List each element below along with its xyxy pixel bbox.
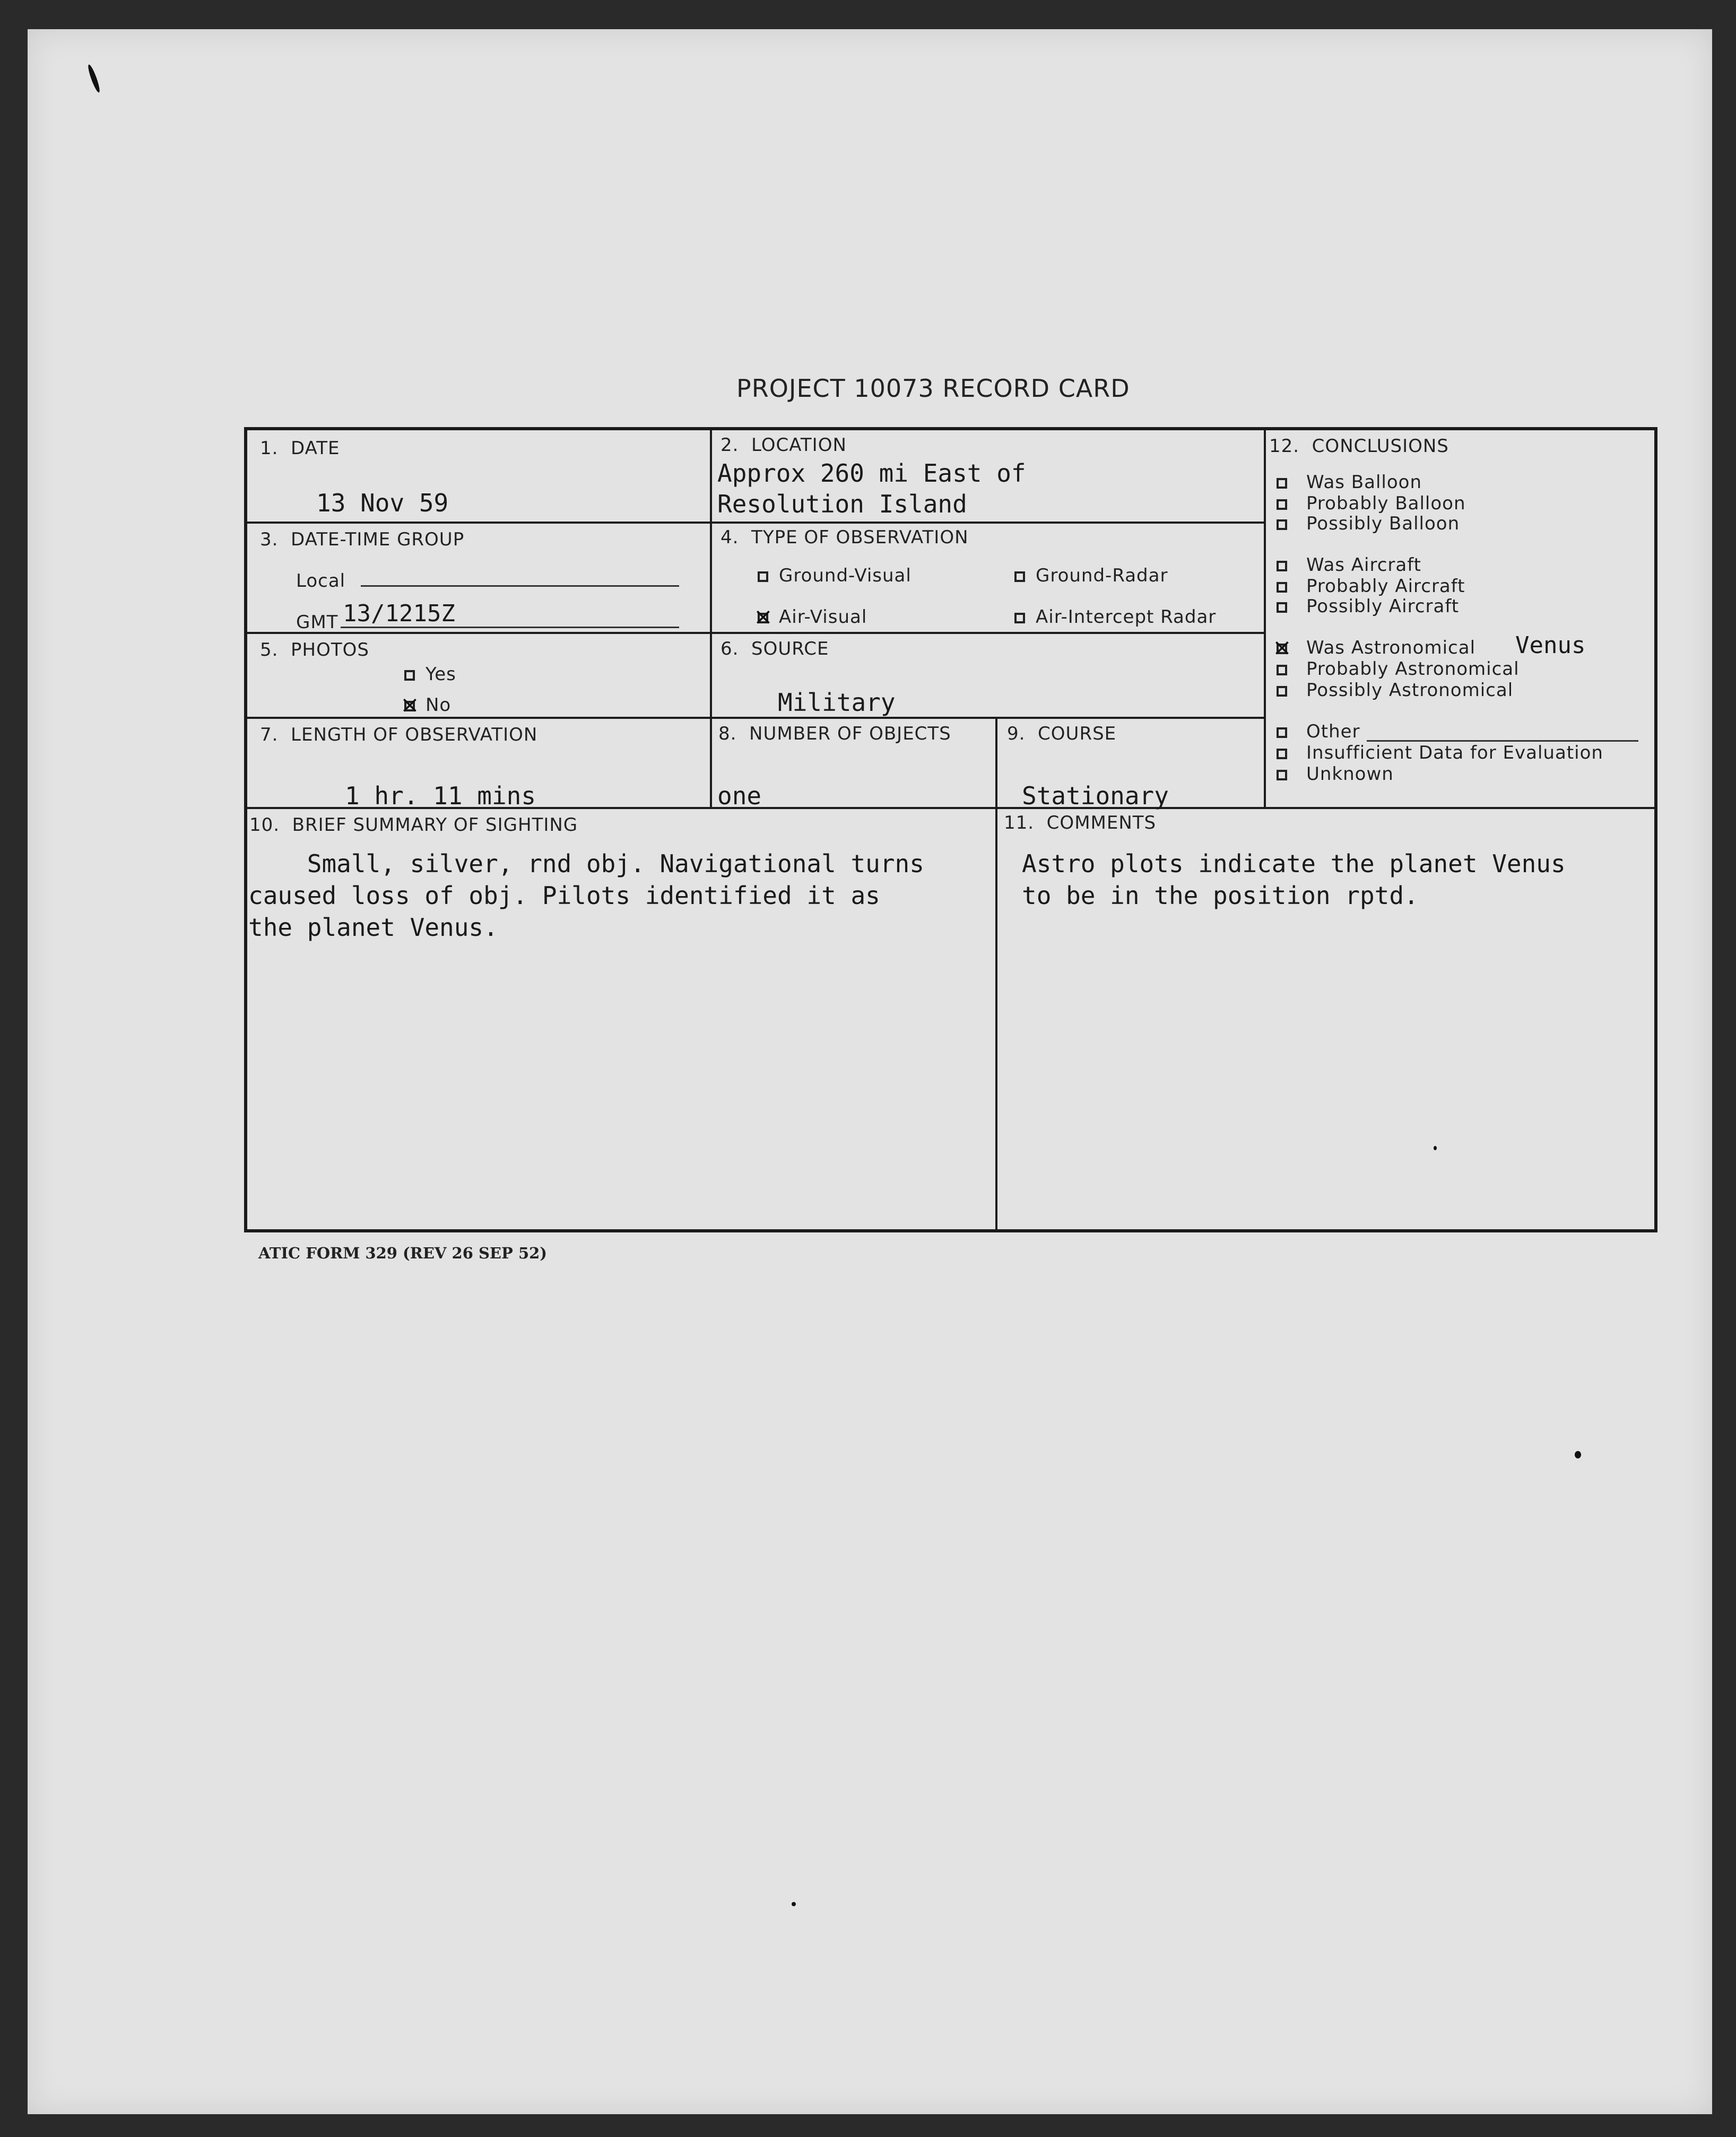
air-intercept-radar-checkbox	[1014, 613, 1025, 623]
record-card	[244, 427, 1657, 1232]
scan-speck	[1434, 1146, 1437, 1150]
form-footer: ATIC FORM 329 (REV 26 SEP 52)	[258, 1244, 548, 1262]
photos-yes-label: Yes	[426, 664, 456, 685]
ground-radar-checkbox	[1014, 571, 1025, 582]
scan-speck	[1575, 1451, 1581, 1458]
record-card-page	[28, 29, 1712, 2114]
location-label: 2. LOCATION	[721, 435, 847, 456]
air-visual-checkbox	[758, 613, 768, 623]
divider	[247, 522, 710, 524]
summary-line-1: Small, silver, rnd obj. Navigational turns	[248, 849, 924, 878]
air-intercept-radar-label: Air-Intercept Radar	[1036, 606, 1217, 628]
photos-yes-checkbox	[404, 670, 415, 681]
date-label: 1. DATE	[260, 438, 340, 459]
was-balloon-checkbox	[1277, 478, 1287, 489]
length-value: 1 hr. 11 mins	[345, 781, 536, 810]
other-underline	[1367, 740, 1638, 742]
source-label: 6. SOURCE	[721, 638, 829, 659]
date-time-group-label: 3. DATE-TIME GROUP	[260, 529, 465, 550]
comments-line-2: to be in the position rptd.	[1022, 881, 1419, 910]
num-objects-label: 8. NUMBER OF OBJECTS	[718, 723, 951, 744]
was-balloon-label: Was Balloon	[1306, 472, 1422, 493]
source-value: Military	[778, 688, 896, 717]
comments-label: 11. COMMENTS	[1004, 812, 1157, 833]
divider	[1264, 430, 1266, 807]
scan-mark	[86, 64, 102, 93]
date-value: 13 Nov 59	[316, 489, 449, 517]
length-label: 7. LENGTH OF OBSERVATION	[260, 724, 538, 745]
possibly-aircraft-checkbox	[1277, 602, 1287, 613]
possibly-aircraft-label: Possibly Aircraft	[1306, 596, 1460, 617]
possibly-balloon-label: Possibly Balloon	[1306, 513, 1460, 534]
course-label: 9. COURSE	[1007, 723, 1117, 744]
summary-line-3: the planet Venus.	[248, 913, 498, 942]
divider	[710, 522, 1264, 524]
unknown-label: Unknown	[1306, 763, 1394, 785]
photos-no-label: No	[426, 694, 452, 716]
possibly-astronomical-label: Possibly Astronomical	[1306, 680, 1514, 701]
divider	[710, 430, 712, 807]
ground-visual-checkbox	[758, 571, 768, 582]
probably-astronomical-label: Probably Astronomical	[1306, 658, 1520, 680]
gmt-label: GMT	[296, 612, 338, 633]
summary-line-2: caused loss of obj. Pilots identified it as	[248, 881, 880, 910]
divider	[247, 632, 1264, 634]
probably-aircraft-checkbox	[1277, 582, 1287, 593]
insufficient-data-checkbox	[1277, 749, 1287, 759]
probably-aircraft-label: Probably Aircraft	[1306, 576, 1465, 597]
local-underline	[361, 585, 679, 587]
scan-speck	[792, 1902, 796, 1906]
photos-label: 5. PHOTOS	[260, 639, 369, 661]
gmt-value: 13/1215Z	[343, 600, 455, 627]
possibly-astronomical-checkbox	[1277, 686, 1287, 697]
ground-radar-label: Ground-Radar	[1036, 565, 1168, 586]
summary-label: 10. BRIEF SUMMARY OF SIGHTING	[249, 814, 578, 836]
conclusions-label: 12. CONCLUSIONS	[1269, 436, 1449, 457]
was-aircraft-checkbox	[1277, 561, 1287, 571]
insufficient-data-label: Insufficient Data for Evaluation	[1306, 742, 1603, 763]
probably-astronomical-checkbox	[1277, 665, 1287, 675]
astronomical-note: Venus	[1515, 632, 1586, 659]
local-label: Local	[296, 570, 346, 592]
possibly-balloon-checkbox	[1277, 519, 1287, 530]
probably-balloon-checkbox	[1277, 499, 1287, 510]
unknown-checkbox	[1277, 770, 1287, 780]
was-aircraft-label: Was Aircraft	[1306, 554, 1421, 576]
air-visual-label: Air-Visual	[779, 606, 867, 628]
ground-visual-label: Ground-Visual	[779, 565, 912, 586]
location-line-1: Approx 260 mi East of	[717, 459, 1026, 488]
was-astronomical-checkbox	[1277, 644, 1287, 654]
other-label: Other	[1306, 721, 1360, 742]
probably-balloon-label: Probably Balloon	[1306, 493, 1466, 514]
photos-no-checkbox	[404, 701, 415, 711]
was-astronomical-label: Was Astronomical	[1306, 637, 1476, 658]
other-checkbox	[1277, 727, 1287, 738]
comments-line-1: Astro plots indicate the planet Venus	[1022, 849, 1566, 878]
num-objects-value: one	[717, 781, 762, 810]
course-value: Stationary	[1022, 781, 1169, 810]
location-line-2: Resolution Island	[717, 490, 967, 518]
divider	[995, 717, 997, 1229]
observation-type-label: 4. TYPE OF OBSERVATION	[721, 527, 969, 548]
card-title: PROJECT 10073 RECORD CARD	[736, 374, 1130, 403]
